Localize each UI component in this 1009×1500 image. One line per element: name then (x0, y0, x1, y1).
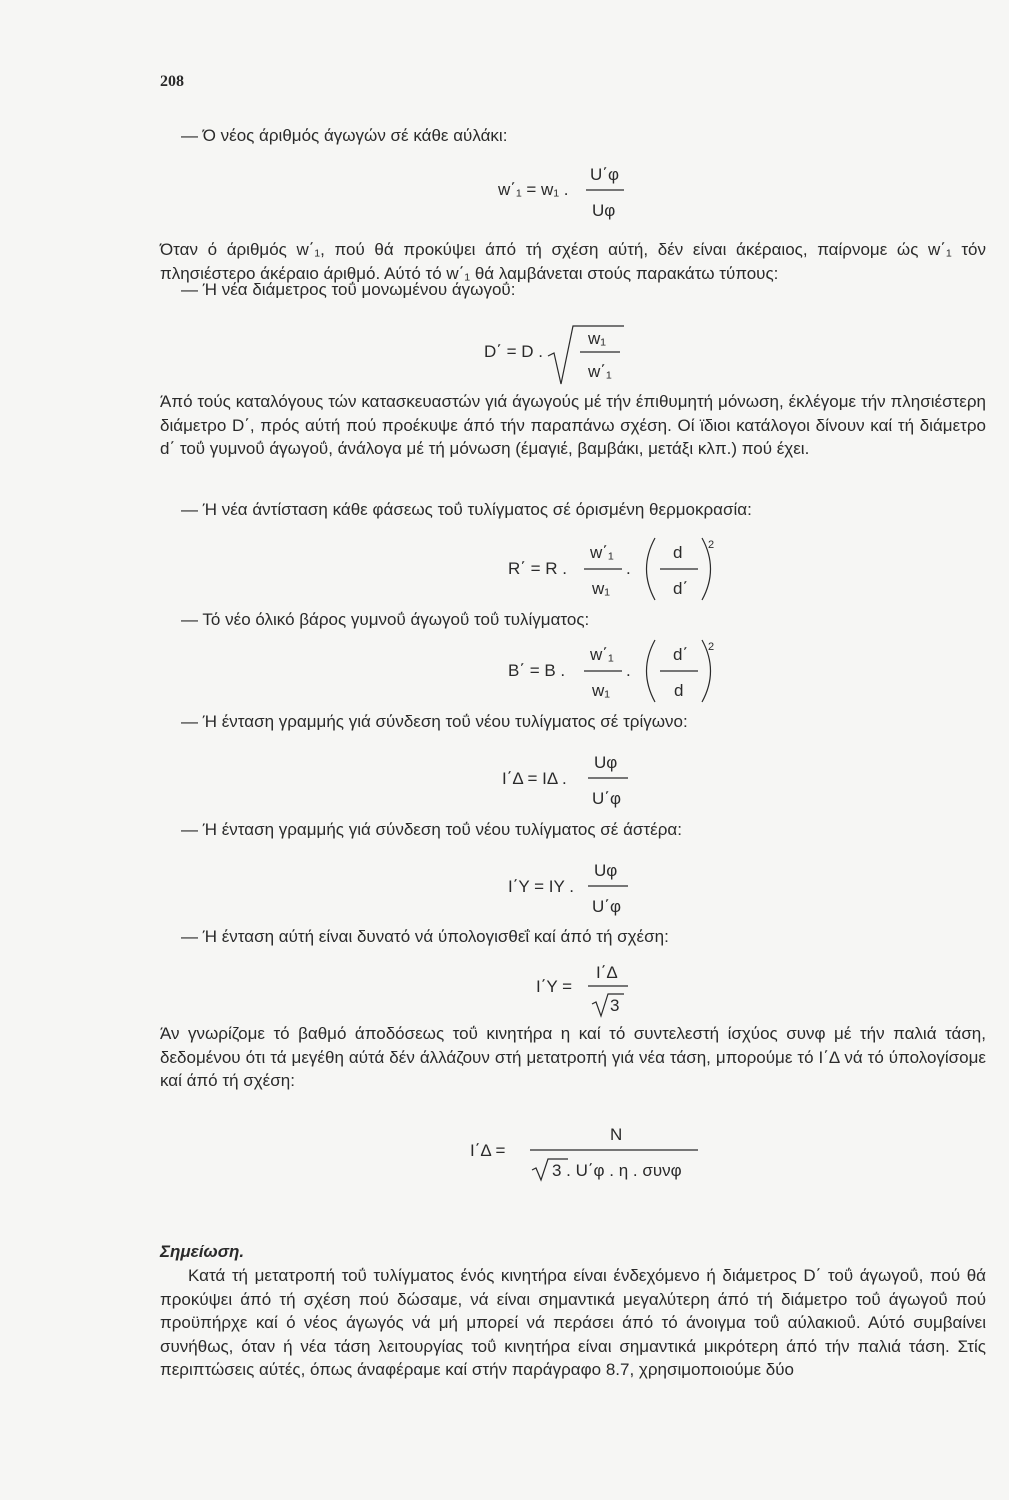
equation-star-current (508, 856, 648, 920)
eq-N-lhs: I΄Δ = (470, 1141, 506, 1160)
weight-intro: — Τό νέο όλικό βάρος γυμνοΰ άγωγοΰ τοΰ τυλίγματος: (181, 610, 590, 629)
diameter-intro: — Ή νέα διάμετρος τοΰ μονωμένου άγωγοΰ: (181, 280, 516, 299)
eq-B-exponent: 2 (708, 641, 715, 653)
eq-w-numerator: U΄φ (590, 165, 619, 184)
eq-D-denominator: w΄₁ (588, 362, 612, 381)
page-number: 208 (160, 73, 184, 90)
eq-R-left-paren (647, 538, 656, 600)
eq-R-exponent: 2 (708, 539, 715, 551)
alt-calc-intro: — Ή ένταση αύτή είναι δυνατό νά ύπολογισθεΐ καί άπό τή σχέση: (181, 927, 669, 946)
star-current-intro: — Ή ένταση γραμμής γιά σύνδεση τοΰ νέου τυλίγματος σέ άστέρα: (181, 820, 682, 839)
equation-power-current (470, 1120, 710, 1182)
paragraph-rounding: Όταν ό άριθμός w΄₁, πού θά προκύψει άπό τή σχέση αύτή, δέν είναι άκέραιος, παίρνομε ώς w΄₁ τόν πλησιέστερο άκέραιο άριθμό. Αύτό τό w΄₁ θά λαμβάνεται στούς παρακάτω τύπους: (160, 240, 986, 283)
eq-Id-lhs: I΄Δ = IΔ . (502, 769, 567, 788)
eq-B-paren-numerator: d΄ (673, 645, 689, 664)
eq-B-lhs: B΄ = B . (508, 661, 566, 680)
eq-R-lhs: R΄ = R . (508, 559, 568, 578)
eq-Iy-denominator: U΄φ (592, 897, 621, 916)
eq-B-left-paren (647, 640, 656, 702)
note-title: Σημείωση. (160, 1242, 245, 1261)
eq-Id-numerator: Uφ (594, 753, 618, 772)
eq-B-denominator: w₁ (592, 681, 611, 700)
eq-w-denominator: Uφ (592, 201, 616, 220)
eq-N-numerator: N (610, 1125, 623, 1144)
eq-Iy-lhs: I΄Y = IY . (508, 877, 574, 896)
eq-Iy2-lhs: I΄Y = (536, 977, 573, 996)
eq-w-lhs: w΄₁ = w₁ . (498, 180, 569, 199)
equation-diameter (484, 322, 634, 388)
svg-text:.: . (626, 661, 631, 680)
eq-R-numerator: w΄₁ (590, 543, 614, 562)
eq-D-numerator: w₁ (588, 329, 607, 348)
eq-D-sqrt-sign (548, 326, 624, 384)
equation-star-current-alt (536, 958, 646, 1020)
equation-weight (508, 636, 718, 708)
eq-Iy2-numerator: I΄Δ (596, 963, 618, 982)
note-text: Κατά τή μετατροπή τοΰ τυλίγματος ένός κινητήρα είναι ένδεχόμενο ή διάμετρος D΄ τοΰ άγωγοΰ, πού θά προκύψει άπό τή σχέση πού δώσαμε, νά είναι σημαντικά μεγαλύτερη άπό τή διάμετρο τοΰ άγωγοΰ πού προϋπήρχε καί ό νέος άγωγός νά μή μπορεί νά περάσει άπό τό άνοιγμα τοΰ αύλακιοΰ. Αύτό συμβαίνει συνήθως, όταν ή νέα τάση λειτουργίας τοΰ κινητήρα είναι σημαντικά μικρότερη άπό τήν παλιά τάση. Στίς περιπτώσεις αύτές, όπως άναφέραμε καί στήν παράγραφο 8.7, χρησιμοποιούμε δύο (160, 1266, 986, 1379)
resistance-intro: — Ή νέα άντίσταση κάθε φάσεως τοΰ τυλίγματος σέ όρισμένη θερμοκρασία: (181, 500, 752, 519)
delta-current-intro: — Ή ένταση γραμμής γιά σύνδεση τοΰ νέου τυλίγματος σέ τρίγωνο: (181, 712, 688, 731)
eq-R-paren-numerator: d (673, 543, 683, 562)
eq-R-paren-denominator: d΄ (673, 579, 689, 598)
eq-Id-denominator: U΄φ (592, 789, 621, 808)
paragraph-efficiency: Άν γνωρίζομε τό βαθμό άποδόσεως τοΰ κινητήρα η καί τό συντελεστή ίσχύος συνφ μέ τήν παλιά τάση, δεδομένου ότι τά μεγέθη αύτά δέν άλλάζουν στή μετατροπή γιά νέα τάση, μπορούμε τό I΄Δ νά τό ύπολογίσομε καί άπό τή σχέση: (160, 1024, 986, 1090)
eq-Iy-numerator: Uφ (594, 861, 618, 880)
equation-delta-current (502, 748, 642, 812)
eq-D-lhs: D΄ = D . (484, 342, 544, 361)
equation-new-wires (498, 160, 648, 226)
svg-text:.: . (626, 559, 631, 578)
eq-B-numerator: w΄₁ (590, 645, 614, 664)
paragraph-catalogues: Άπό τούς καταλόγους τών κατασκευαστών γιά άγωγούς μέ τήν έπιθυμητή μόνωση, έκλέγομε τήν πλησιέστερη διάμετρο D΄, πρός αύτή πού προέκυψε άπό τήν παραπάνω σχέση. Οί ϊδιοι κατάλογοι δίνουν καί τή διάμετρο d΄ τοΰ γυμνοΰ άγωγοΰ, άνάλογα μέ τή μόνωση (έμαγιέ, βαμβάκι, μετάξι κλπ.) πού έχει. (160, 392, 986, 458)
eq-Iy2-denominator: 3 (610, 996, 620, 1015)
new-wires-intro: — Ό νέος άριθμός άγωγών σέ κάθε αύλάκι: (181, 126, 508, 145)
eq-N-denominator: 3 . U΄φ . η . συνφ (552, 1161, 682, 1180)
eq-B-paren-denominator: d (674, 681, 684, 700)
equation-resistance (508, 534, 718, 606)
eq-R-denominator: w₁ (592, 579, 611, 598)
